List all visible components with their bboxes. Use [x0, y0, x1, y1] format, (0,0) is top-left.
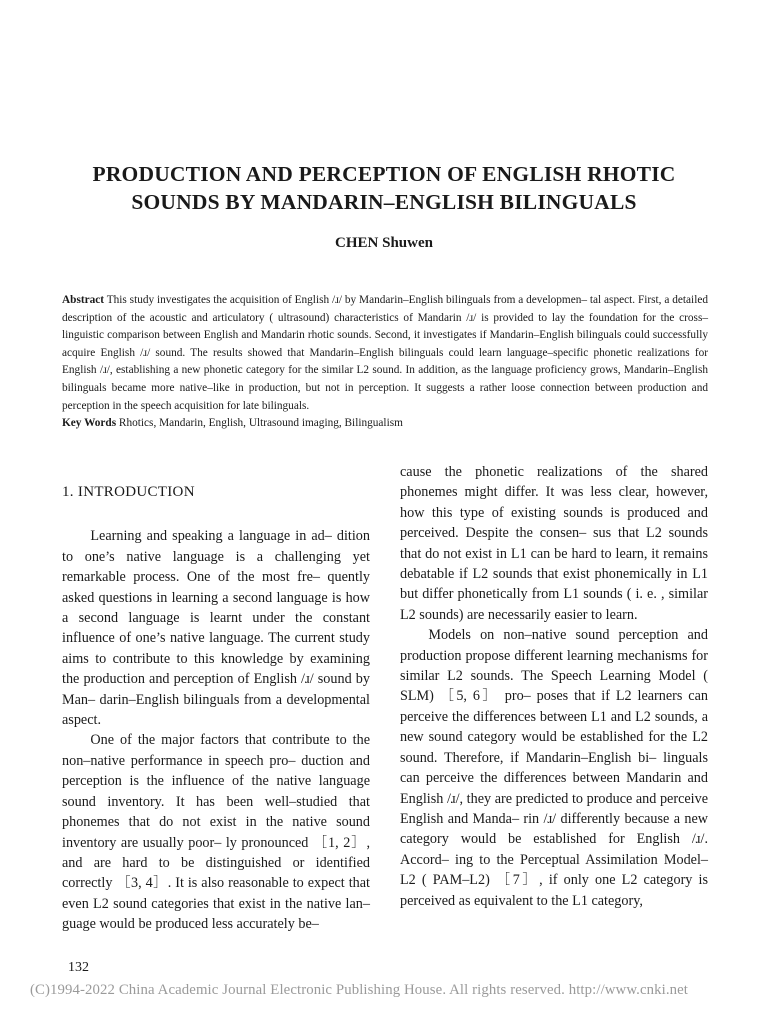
abstract-paragraph: [62, 292, 708, 415]
title-line-1: PRODUCTION AND PERCEPTION OF ENGLISH RHOTIC: [92, 162, 676, 186]
copyright-footer: (C)1994-2022 China Academic Journal Electronic Publishing House. All rights reserved. http://www.cnki.net: [30, 982, 689, 998]
abstract-text: This study investigates the acquisition of English /ɹ/ by Mandarin–English bilinguals from a developmen– tal aspect. First, a detailed description of the acoustic and articulatory ( ultrasound) characteristics of Mandarin /ɹ/ is provided to lay the foundation for the cross–linguistic comparison between English and Mandarin rhotic sounds. Second, it investigates if Mandarin–English bilinguals could successfully acquire English /ɹ/ sound. The results showed that Mandarin–English bilinguals could learn language–specific phonetic realizations for English /ɹ/, establishing a new phonetic category for the similar L2 sound. In addition, as the language proficiency grows, Mandarin–English bilinguals became more native–like in production, but not in perception. It suggests a rather loose connection between production and perception in the speech acquisition for late bilinguals.: [62, 294, 708, 412]
body-paragraph: Models on non–native sound perception and production propose different learning mechanisms for similar L2 sounds. The Speech Learning Model ( SLM) ［5, 6］ pro– poses that if L2 learners can perceive the differences between L1 and L2 sounds, a new sound category would be established for the L2 sound. Therefore, if Mandarin–English bi– linguals can perceive the differences between Mandarin and English /ɹ/, they are predicted to produce and perceive English and Manda– rin /ɹ/ differently because a new category would be established for English /ɹ/. Accord– ing to the Perceptual Assimilation Model–L2 ( PAM–L2) ［7］, if only one L2 category is perceived as equivalent to the L1 category,: [400, 627, 708, 909]
section-heading: 1. INTRODUCTION: [62, 484, 195, 500]
body-paragraph: Learning and speaking a language in ad– dition to one’s native language is a challenging yet remarkable process. One of the most fre– quently asked questions in learning a second language is how a second language is learnt under the constant influence of one’s native language. The current study aims to contribute to this knowledge by examining the production and perception of English /ɹ/ sound by Man– darin–English bilinguals from a developmental aspect.: [62, 528, 370, 729]
keywords-label: Key Words: [62, 417, 117, 430]
title-line-2: SOUNDS BY MANDARIN–ENGLISH BILINGUALS: [131, 190, 637, 214]
keywords-text: Rhotics, Mandarin, English, Ultrasound imaging, Bilingualism: [118, 417, 403, 430]
right-column: [400, 462, 708, 911]
abstract-block: [62, 292, 708, 433]
author-name: CHEN Shuwen: [335, 235, 433, 251]
body-paragraph: One of the major factors that contribute to the non–native performance in speech pro– duction and perception is the influence of the native language sound inventory. It has been well–studied that phonemes that do not exist in the native sound inventory are usually poor– ly pronounced ［1, 2］, and are hard to be distinguished or identified correctly ［3, 4］. It is also reasonable to expect that even L2 sound categories that exist in the native lan– guage would be produced less accurately be–: [62, 732, 370, 933]
body-paragraph: cause the phonetic realizations of the shared phonemes might differ. It was less clear, however, how this type of existing sounds is produced and perceived. Despite the consen– sus that L2 sounds that do not exist in L1 can be hard to learn, it remains debatable if L2 sounds that exist phonemically in L1 but differ phonetically from L1 sounds ( i. e. , similar L2 sounds) are necessarily easier to learn.: [400, 464, 708, 623]
left-column: [62, 462, 370, 935]
keywords-line: [62, 415, 708, 433]
abstract-label: Abstract: [62, 294, 105, 306]
page-number: 132: [68, 960, 89, 975]
paper-title: [40, 160, 728, 216]
